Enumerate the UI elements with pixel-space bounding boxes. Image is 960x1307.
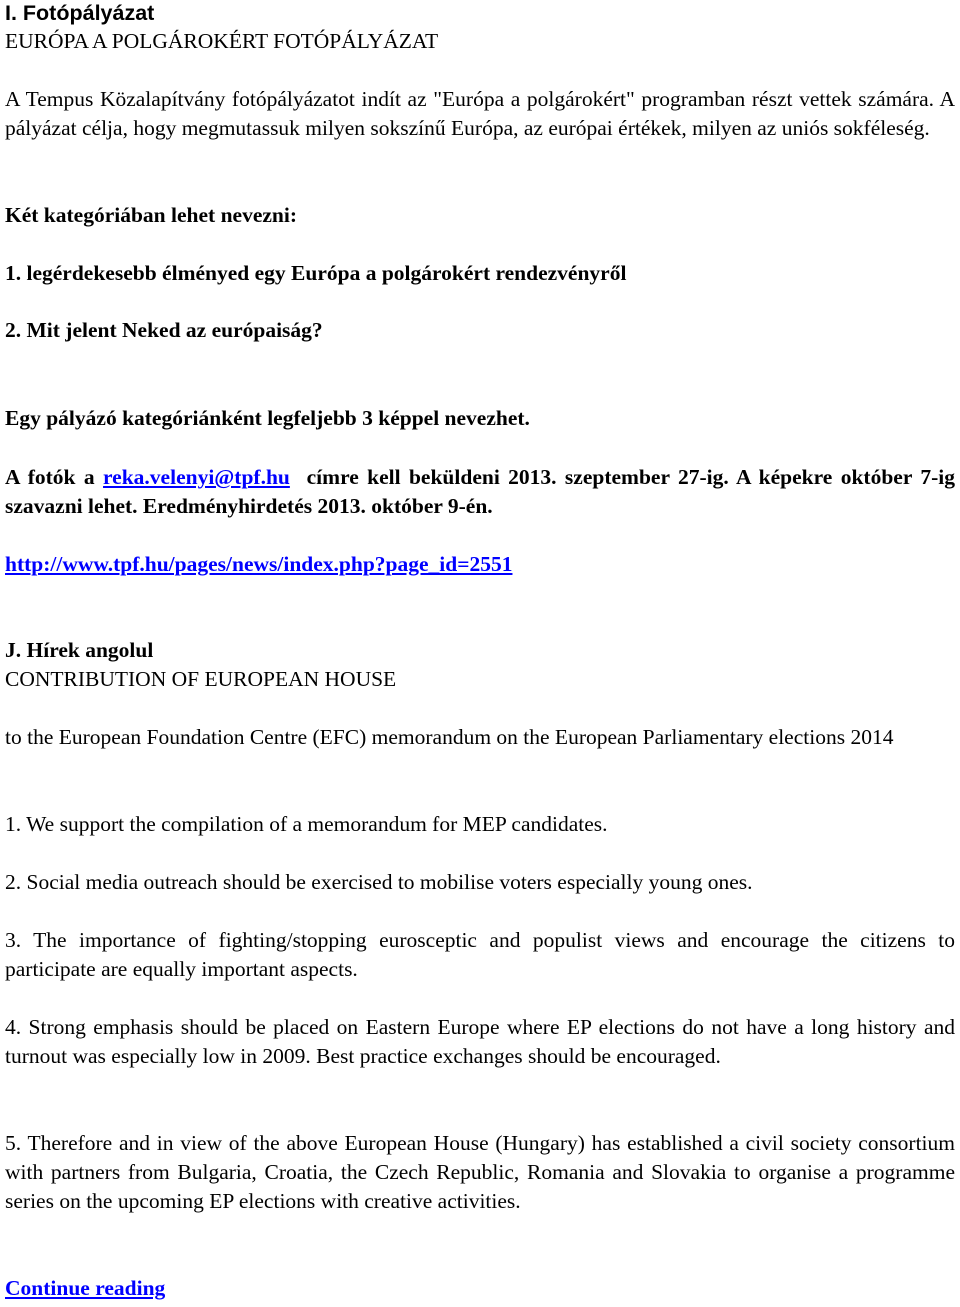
section-j-title: CONTRIBUTION OF EUROPEAN HOUSE <box>5 667 397 691</box>
submission-prefix: A fotók a <box>5 465 95 489</box>
section-i-intro: A Tempus Közalapítvány fotópályázatot indít az "Európa a polgárokért" programban részt vettek számára. A pályázat célja, hogy megmutassuk milyen sokszínű Európa, az európai értékek, milyen az uniós sokféleség. <box>5 87 955 140</box>
category-1: 1. legérdekesebb élményed egy Európa a polgárokért rendezvényről <box>5 261 627 285</box>
section-i-title: EURÓPA A POLGÁROKÉRT FOTÓPÁLYÁZAT <box>5 29 439 53</box>
section-j-intro: to the European Foundation Centre (EFC) memorandum on the European Parliamentary elections 2014 <box>5 725 894 749</box>
submission-email-link[interactable]: reka.velenyi@tpf.hu <box>103 465 290 489</box>
point-5: 5. Therefore and in view of the above European House (Hungary) has established a civil society consortium with partners from Bulgaria, Croatia, the Czech Republic, Romania and Slovakia to organise a programme series on the upcoming EP elections with creative activities. <box>5 1131 955 1213</box>
point-1: 1. We support the compilation of a memorandum for MEP candidates. <box>5 812 608 836</box>
point-4: 4. Strong emphasis should be placed on Eastern Europe where EP elections do not have a long history and turnout was especially low in 2009. Best practice exchanges should be encouraged. <box>5 1015 955 1068</box>
section-j-heading: J. Hírek angolul <box>5 638 154 662</box>
point-2: 2. Social media outreach should be exercised to mobilise voters especially young ones. <box>5 870 753 894</box>
submission-info <box>5 463 955 521</box>
section-i-heading: I. Fotópályázat <box>5 1 155 25</box>
continue-reading-link[interactable]: Continue reading <box>5 1276 166 1300</box>
submission-rest: címre kell beküldeni 2013. szeptember 27-ig. A képekre október 7-ig szavazni lehet. Eredményhirdetés 2013. október 9-én. <box>5 465 955 518</box>
category-2: 2. Mit jelent Neked az európaiság? <box>5 318 323 342</box>
news-url-link[interactable]: http://www.tpf.hu/pages/news/index.php?page_id=2551 <box>5 552 513 576</box>
continue-reading-line <box>5 1274 165 1303</box>
point-3: 3. The importance of fighting/stopping eurosceptic and populist views and encourage the citizens to participate are equally important aspects. <box>5 928 955 981</box>
categories-label: Két kategóriában lehet nevezni: <box>5 203 297 227</box>
news-url-line <box>5 550 512 579</box>
entry-limit: Egy pályázó kategóriánként legfeljebb 3 képpel nevezhet. <box>5 406 530 430</box>
